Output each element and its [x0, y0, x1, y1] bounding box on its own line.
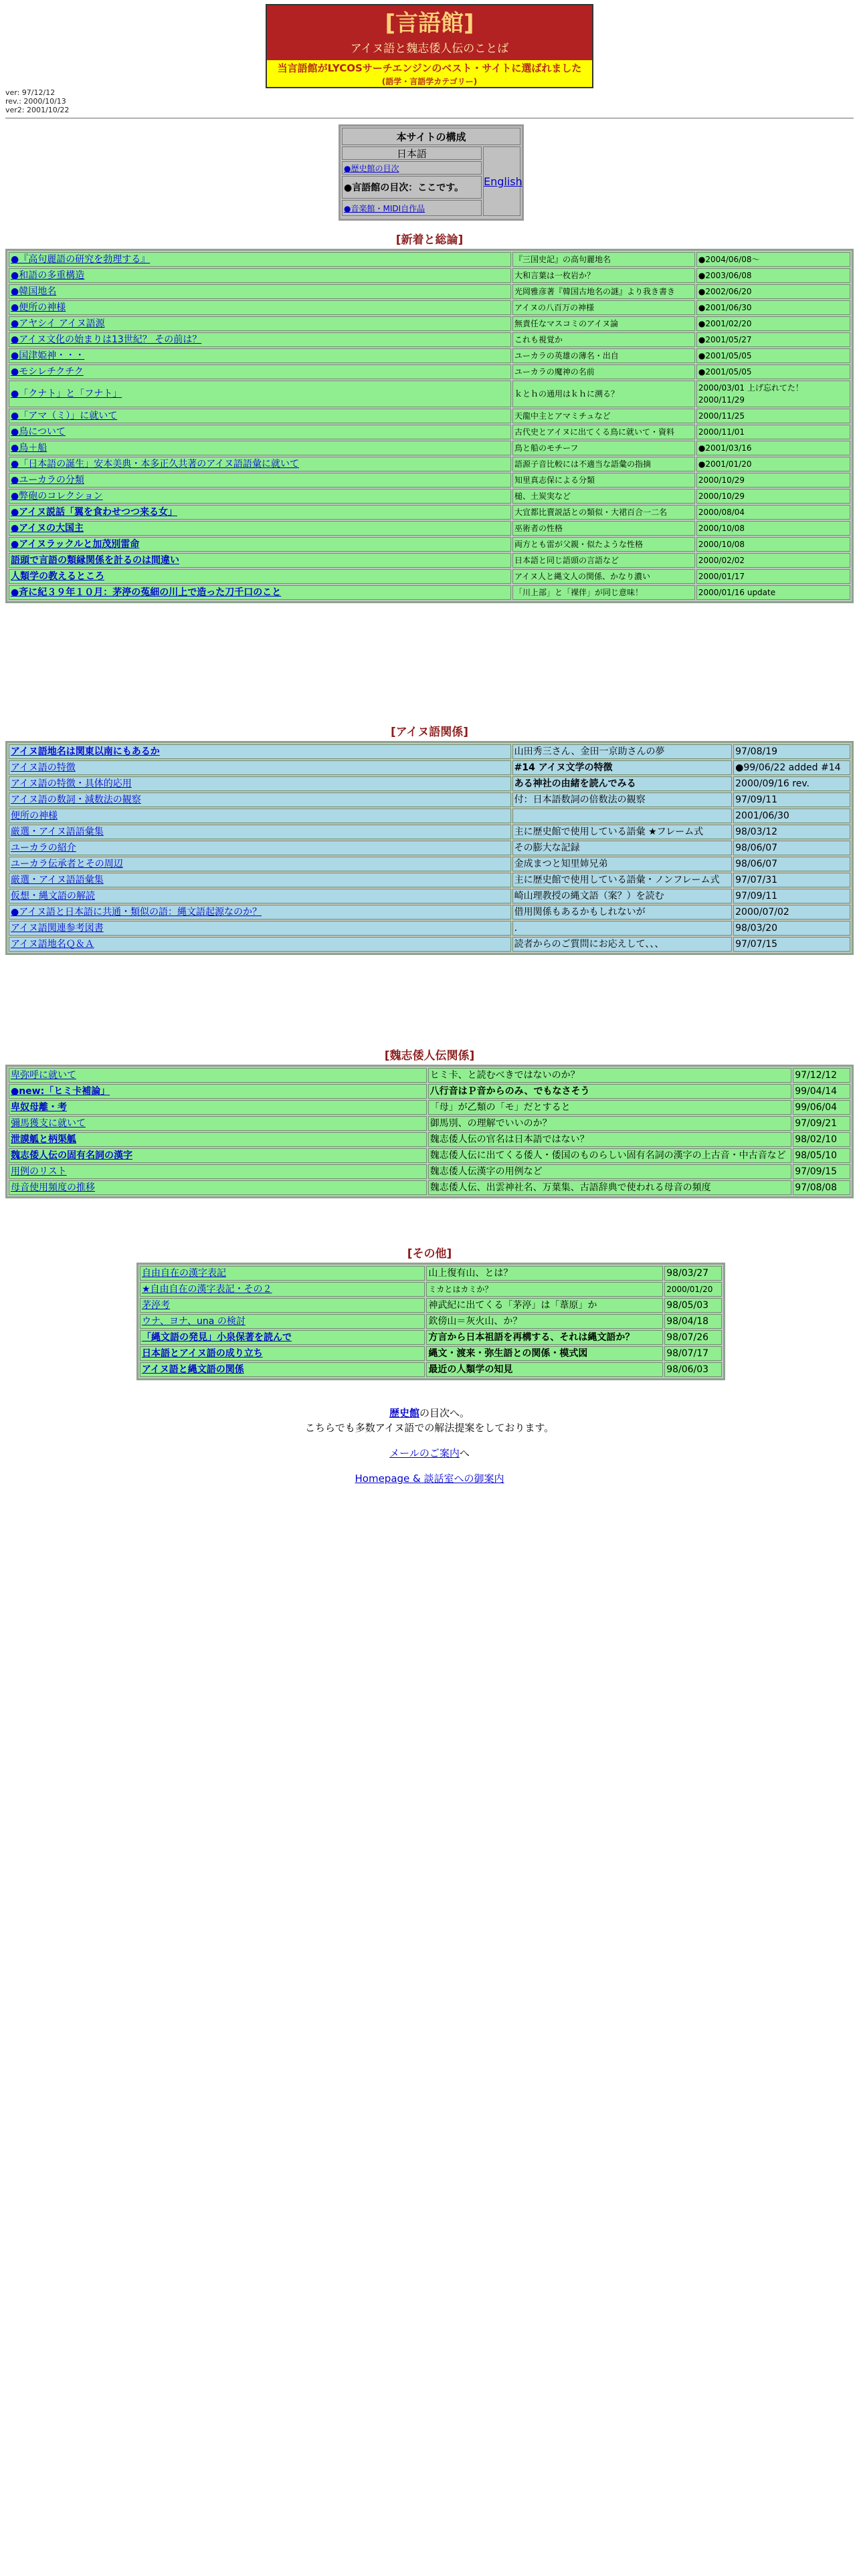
structure-english-cell[interactable]	[483, 146, 520, 216]
row-date-cell: 2000/10/29	[696, 489, 850, 504]
row-date-cell: 99/06/04	[793, 1100, 850, 1115]
site-subtitle: アイヌ語と魏志倭人伝のことば	[267, 39, 592, 59]
row-date-cell: 2000/01/17	[696, 569, 850, 584]
table-row	[140, 1266, 722, 1281]
row-title-cell[interactable]	[9, 744, 511, 759]
row-title-cell[interactable]	[9, 1132, 427, 1147]
row-date-cell: 98/07/17	[664, 1346, 722, 1361]
row-date-cell: 98/06/07	[733, 841, 850, 855]
row-date-cell: 2000/09/16 rev.	[733, 776, 850, 791]
row-title-cell[interactable]	[9, 268, 511, 283]
row-title-cell[interactable]	[9, 1068, 427, 1083]
article-link[interactable]: ●韓国地名	[11, 286, 57, 297]
row-title-cell[interactable]	[9, 489, 511, 504]
table-row	[9, 1164, 850, 1179]
row-note-cell: 山田秀三さん、金田一京助さんの夢	[512, 744, 733, 759]
row-title-cell[interactable]	[9, 425, 511, 439]
article-link[interactable]: 自由自在の漢字表記	[142, 1268, 226, 1279]
table-row	[9, 316, 850, 331]
table-row	[9, 268, 850, 283]
row-title-cell[interactable]	[9, 1180, 427, 1195]
row-date-cell: 2000/03/01 上げ忘れてた！ 2000/11/29	[696, 381, 850, 407]
row-date-cell: 98/04/18	[664, 1314, 722, 1329]
article-link[interactable]: 魏志倭人伝の固有名詞の漢字	[11, 1150, 132, 1161]
row-date-cell: 2000/11/25	[696, 409, 850, 423]
row-note-cell: 借用関係もあるかもしれないが	[512, 905, 733, 920]
article-link[interactable]: ●斉に紀３９年１０月：茅渟の菟細の川上で造った刀千口のこと	[11, 587, 282, 598]
article-link[interactable]: 日本語とアイヌ語の成り立ち	[142, 1348, 263, 1359]
row-date-cell: 97/09/11	[733, 792, 850, 807]
row-note-cell: 巫術者の性格	[512, 521, 695, 536]
row-date-cell: 97/08/19	[733, 744, 850, 759]
row-date-cell: ●2003/06/08	[696, 268, 850, 283]
lycos-award-category: (語学・言語学カテゴリー)	[381, 77, 478, 86]
table-row	[9, 332, 850, 347]
table-row	[9, 809, 850, 823]
footer-mail-link[interactable]: メールのご案内	[389, 1447, 460, 1459]
table-row	[9, 1116, 850, 1131]
table-row	[9, 364, 850, 379]
row-date-cell: 98/05/03	[664, 1298, 722, 1313]
row-date-cell: 97/07/31	[733, 873, 850, 887]
row-date-cell: ●2001/06/30	[696, 300, 850, 315]
row-title-cell[interactable]	[9, 809, 511, 823]
article-link[interactable]: 茅渟考	[142, 1300, 170, 1311]
footer-mail-suffix: へ	[459, 1447, 470, 1459]
row-note-cell: 語源子音比較には不適当な語彙の指摘	[512, 457, 695, 471]
table-row	[9, 792, 850, 807]
divider	[5, 118, 854, 119]
section-header-other: [その他]	[407, 1247, 452, 1261]
row-note-cell: ユーカラの魔神の名前	[512, 364, 695, 379]
table-row	[9, 457, 850, 471]
row-title-cell[interactable]	[9, 905, 511, 920]
table-row	[9, 744, 850, 759]
row-note-cell: 縄文・渡来・弥生語との関係・模式図	[426, 1346, 663, 1361]
table-row	[9, 1148, 850, 1163]
lycos-award-text: 当言語館がLYCOSサーチエンジンのベスト・サイトに選ばれました	[277, 62, 582, 74]
article-link[interactable]: ●ユーカラの分類	[11, 475, 84, 486]
row-title-cell[interactable]	[9, 1084, 427, 1099]
row-date-cell: 2001/06/30	[733, 809, 850, 823]
row-date-cell: 2000/10/08	[696, 537, 850, 552]
row-title-cell[interactable]	[9, 521, 511, 536]
row-title-cell[interactable]	[140, 1298, 425, 1313]
music-link[interactable]: ●音楽館・MIDI自作品	[344, 204, 425, 213]
table-row	[9, 776, 850, 791]
article-link[interactable]: ★自由自在の漢字表記・その２	[142, 1284, 272, 1295]
table-row	[9, 905, 850, 920]
row-title-cell[interactable]	[9, 1100, 427, 1115]
article-link[interactable]: ●『高句麗語の研究を勃理する』	[11, 254, 151, 265]
row-note-cell: 神武紀に出てくる「茅渟」は「葦原」か	[426, 1298, 663, 1313]
article-link[interactable]: ●鳥＋船	[11, 443, 47, 453]
row-note-cell: 最近の人類学の知見	[426, 1362, 663, 1377]
row-note-cell: 主に歴史館で使用している語彙 ★フレーム式	[512, 825, 733, 839]
new-articles-table	[5, 249, 854, 603]
article-link[interactable]: アイヌ語地名は関東以南にもあるか	[11, 746, 160, 757]
row-note-cell: 方言から日本祖語を再構する、それは縄文語か？	[426, 1330, 663, 1345]
row-note-cell: その膨大な記録	[512, 841, 733, 855]
table-row	[9, 1132, 850, 1147]
table-row	[9, 300, 850, 315]
row-title-cell[interactable]	[9, 505, 511, 520]
row-date-cell: ●2001/01/20	[696, 457, 850, 471]
site-title: [言語館]	[385, 10, 474, 37]
table-row	[140, 1282, 722, 1297]
structure-row-music[interactable]	[342, 200, 482, 216]
row-date-cell: 97/08/08	[793, 1180, 850, 1195]
row-title-cell[interactable]	[9, 364, 511, 379]
row-title-cell[interactable]	[140, 1266, 425, 1281]
footer-history-suffix: の目次へ。	[419, 1407, 470, 1419]
article-link[interactable]: 厳選・アイヌ語語彙集	[11, 875, 104, 885]
row-title-cell[interactable]	[9, 252, 511, 267]
row-note-cell: #14 アイヌ文学の特徴	[512, 760, 733, 775]
table-row	[9, 1180, 850, 1195]
row-title-cell[interactable]	[140, 1282, 425, 1297]
row-title-cell[interactable]	[9, 760, 511, 775]
row-note-cell: 「母」が乙類の「モ」だとすると	[428, 1100, 792, 1115]
article-link[interactable]: 彌馬獲支に就いて	[11, 1118, 86, 1129]
row-title-cell[interactable]	[9, 792, 511, 807]
row-date-cell: 98/05/10	[793, 1148, 850, 1163]
article-link[interactable]: ●「日本語の誕生」安本美典・本多正久共著のアイヌ語語彙に就いて	[11, 459, 299, 469]
footer-mail-line	[0, 1446, 859, 1461]
row-date-cell: ●2001/05/05	[696, 348, 850, 363]
row-title-cell[interactable]	[9, 1164, 427, 1179]
row-date-cell: 98/06/07	[733, 857, 850, 871]
article-link[interactable]: アイヌ語の特徴	[11, 762, 76, 773]
row-title-cell[interactable]	[9, 937, 511, 952]
row-date-cell: 97/09/15	[793, 1164, 850, 1179]
row-date-cell: 97/07/15	[733, 937, 850, 952]
row-note-cell: ユーカラの英雄の薄名・出自	[512, 348, 695, 363]
row-title-cell[interactable]	[140, 1314, 425, 1329]
structure-title: 本サイトの構成	[342, 128, 520, 145]
row-date-cell: 2000/10/08	[696, 521, 850, 536]
row-note-cell: 天龍中主とアマミチュなど	[512, 409, 695, 423]
ainu-articles-table	[5, 741, 854, 955]
table-row	[9, 489, 850, 504]
table-row	[9, 505, 850, 520]
history-toc-link[interactable]: ●歴史館の目次	[344, 164, 399, 173]
row-title-cell[interactable]	[9, 776, 511, 791]
article-link[interactable]: 便所の神様	[11, 811, 58, 821]
row-note-cell: 無責任なマスコミのアイヌ論	[512, 316, 695, 331]
row-note-cell: 知里真志保による分類	[512, 473, 695, 488]
article-link[interactable]: ●アイヌ語と日本語に共通・類似の語：縄文語起源なのか？	[11, 907, 262, 918]
row-date-cell: 98/03/20	[733, 921, 850, 936]
table-row	[9, 537, 850, 552]
table-row	[140, 1298, 722, 1313]
table-row	[9, 521, 850, 536]
table-row	[9, 441, 850, 455]
row-title-cell[interactable]	[9, 457, 511, 471]
footer-home-line	[0, 1471, 859, 1486]
structure-japanese-label: 日本語	[342, 146, 482, 160]
row-note-cell: 鳥と船のモチーフ	[512, 441, 695, 455]
row-date-cell: 98/06/03	[664, 1362, 722, 1377]
table-row	[140, 1346, 722, 1361]
row-title-cell[interactable]	[9, 857, 511, 871]
row-title-cell[interactable]	[9, 284, 511, 299]
article-link[interactable]: ●「アマ（ミ）」に就いて	[11, 411, 118, 421]
row-title-cell[interactable]	[9, 1148, 427, 1163]
section-header-wajinden: [魏志倭人伝関係]	[384, 1049, 475, 1063]
article-link[interactable]: ●モシレチクチク	[11, 366, 84, 377]
site-banner	[266, 4, 593, 88]
row-title-cell[interactable]	[9, 300, 511, 315]
article-link[interactable]: ●new:「ヒミ卡補論」	[11, 1086, 110, 1097]
row-title-cell[interactable]	[9, 332, 511, 347]
row-title-cell[interactable]	[9, 889, 511, 903]
row-date-cell: 98/03/27	[664, 1266, 722, 1281]
article-link[interactable]: アイヌ語と縄文語の関係	[142, 1364, 244, 1375]
table-row	[9, 409, 850, 423]
section-header-ainu: [アイヌ語関係]	[390, 726, 468, 739]
row-note-cell: 崎山理教授の縄文語（案？）を読む	[512, 889, 733, 903]
footer-home-link[interactable]: Homepage & 談話室への御案内	[355, 1473, 504, 1485]
article-link[interactable]: 用例のリスト	[11, 1166, 67, 1177]
article-link[interactable]: ●弊砲のコレクション	[11, 491, 103, 502]
row-note-cell: 古代史とアイヌに出てくる鳥に就いて・資料	[512, 425, 695, 439]
article-link[interactable]: ●「クナト」と「フナト」	[11, 389, 122, 399]
article-link[interactable]: ウナ、ヨナ、una の検討	[142, 1316, 246, 1327]
article-link[interactable]: アイヌ語の特徴・具体的応用	[11, 778, 132, 789]
row-date-cell: ●99/06/22 added #14	[733, 760, 850, 775]
row-note-cell: 大和言葉は一枚岩か？	[512, 268, 695, 283]
structure-row-language: ●言語館の目次：ここです。	[342, 176, 482, 199]
row-note-cell: ミカとはカミか？	[426, 1282, 663, 1297]
article-link[interactable]: ●アイヌ説話「翼を食わせつつ来る女」	[11, 507, 177, 518]
row-note-cell: 読者からのご質問にお応えして、、、	[512, 937, 733, 952]
row-note-cell: ヒミ卡、と読むべきではないのか？	[428, 1068, 792, 1083]
row-title-cell[interactable]	[9, 537, 511, 552]
table-row	[9, 937, 850, 952]
row-note-cell: ある神社の由緒を読んでみる	[512, 776, 733, 791]
row-date-cell: 97/09/21	[793, 1116, 850, 1131]
row-note-cell: 日本語と同じ語頭の言語など	[512, 553, 695, 568]
row-date-cell: 2000/02/02	[696, 553, 850, 568]
row-note-cell: 槌、土炭実など	[512, 489, 695, 504]
row-note-cell: 光岡雅彦著『韓国古地名の謎』より我き書き	[512, 284, 695, 299]
row-note-cell: 欽傍山＝灰火山、か？	[426, 1314, 663, 1329]
other-articles-table	[136, 1263, 725, 1380]
table-row	[9, 348, 850, 363]
table-row	[140, 1330, 722, 1345]
table-row	[9, 1084, 850, 1099]
english-link[interactable]: English	[484, 175, 522, 188]
table-row	[9, 284, 850, 299]
row-note-cell: アイヌ人と縄文人の関係、かなり濃い	[512, 569, 695, 584]
row-note-cell: 魏志倭人伝の官名は日本語ではない？	[428, 1132, 792, 1147]
row-note-cell	[512, 809, 733, 823]
table-row	[9, 585, 850, 600]
article-link[interactable]: 厳選・アイヌ語語彙集	[11, 827, 104, 837]
row-date-cell: ●2001/05/05	[696, 364, 850, 379]
table-row	[9, 873, 850, 887]
table-row	[9, 889, 850, 903]
row-note-cell: 魏志倭人伝に出てくる倭人・倭国のものらしい固有名詞の漢字の上古音・中古音など	[428, 1148, 792, 1163]
article-link[interactable]: ●アイヌの大国主	[11, 523, 84, 534]
row-note-cell: 魏志倭人伝、出雲神社名、万葉集、古語辞典で使われる母音の頻度	[428, 1180, 792, 1195]
table-row	[9, 1100, 850, 1115]
footer-history-link[interactable]: 歴史館	[389, 1407, 419, 1419]
table-row	[9, 569, 850, 584]
table-row	[9, 473, 850, 488]
version-line: ver: 97/12/12	[5, 88, 56, 97]
table-row	[9, 825, 850, 839]
row-title-cell[interactable]	[9, 841, 511, 855]
article-link[interactable]: ●便所の神様	[11, 302, 66, 313]
article-link[interactable]: ●和語の多重構造	[11, 270, 85, 281]
row-note-cell: 『三国史記』の高句麗地名	[512, 252, 695, 267]
row-date-cell: 98/03/12	[733, 825, 850, 839]
version-line: rev.: 2000/10/13	[5, 97, 66, 106]
article-link[interactable]: 泄謨觚と柄渠觚	[11, 1134, 76, 1145]
row-date-cell: 99/04/14	[793, 1084, 850, 1099]
article-link[interactable]: 「縄文語の発見」小泉保著を読んで	[142, 1332, 292, 1343]
row-title-cell[interactable]	[9, 1116, 427, 1131]
article-link[interactable]: 人類学の教えるところ	[11, 571, 104, 582]
row-note-cell: 付：日本語数詞の倍数法の観察	[512, 792, 733, 807]
article-link[interactable]: ●アイヌ文化の始まりは13世紀？ その前は？	[11, 334, 202, 345]
row-note-cell: 両方とも雷が父親・似たような性格	[512, 537, 695, 552]
row-date-cell: 98/07/26	[664, 1330, 722, 1345]
article-link[interactable]: アイヌ語地名Ｑ＆Ａ	[11, 939, 94, 950]
article-link[interactable]: ユーカラ伝承者とその周辺	[11, 859, 123, 869]
row-date-cell: ●2004/06/08～	[696, 252, 850, 267]
article-link[interactable]: ●アヤシイ アイヌ語源	[11, 318, 105, 329]
row-date-cell: ●2001/02/20	[696, 316, 850, 331]
row-date-cell: 2000/08/04	[696, 505, 850, 520]
article-link[interactable]: 語頭で言語の類縁関係を計るのは間違い	[11, 555, 179, 566]
article-link[interactable]: ●アイヌラックルと加茂別雷命	[11, 539, 140, 550]
table-row	[9, 857, 850, 871]
version-line: ver2: 2001/10/22	[5, 106, 70, 114]
article-link[interactable]: ユーカラの紹介	[11, 843, 76, 853]
table-row	[9, 381, 850, 407]
table-row	[140, 1362, 722, 1377]
footer	[0, 1406, 859, 1497]
row-note-cell: 山上復有山、とは？	[426, 1266, 663, 1281]
row-title-cell[interactable]	[140, 1362, 425, 1377]
table-row	[9, 1068, 850, 1083]
site-structure-box	[339, 124, 524, 221]
row-title-cell[interactable]	[140, 1346, 425, 1361]
article-link[interactable]: ●国津姫神・・・	[11, 350, 85, 361]
row-date-cell: 2000/01/20	[664, 1282, 722, 1297]
row-title-cell[interactable]	[9, 381, 511, 407]
row-note-cell: 金成まつと知里姉兄弟	[512, 857, 733, 871]
row-note-cell: 八行音はＰ音からのみ、でもなさそう	[428, 1084, 792, 1099]
table-row	[9, 841, 850, 855]
article-link[interactable]: 仮想・縄文語の解読	[11, 891, 95, 901]
row-note-cell: .	[512, 921, 733, 936]
row-title-cell[interactable]	[9, 873, 511, 887]
article-link[interactable]: アイヌ語の数詞・減数法の観察	[11, 794, 141, 805]
row-date-cell: 98/02/10	[793, 1132, 850, 1147]
row-title-cell[interactable]	[9, 553, 511, 568]
row-title-cell[interactable]	[9, 569, 511, 584]
version-info	[5, 88, 69, 114]
table-row	[9, 553, 850, 568]
lycos-award	[267, 60, 592, 87]
table-row	[9, 760, 850, 775]
row-date-cell: ●2001/05/27	[696, 332, 850, 347]
wajinden-articles-table	[5, 1065, 854, 1198]
section-header-new: [新着と総論]	[395, 233, 464, 247]
row-date-cell: ●2001/03/16	[696, 441, 850, 455]
row-date-cell: 2000/11/01	[696, 425, 850, 439]
table-row	[9, 921, 850, 936]
table-row	[9, 252, 850, 267]
article-link[interactable]: 母音使用頻度の推移	[11, 1182, 95, 1193]
row-title-cell[interactable]	[9, 316, 511, 331]
row-title-cell[interactable]	[140, 1330, 425, 1345]
row-note-cell: ｋとｈの通用はｋｈに溯る？	[512, 381, 695, 407]
article-link[interactable]: ●鳥について	[11, 427, 66, 437]
row-date-cell: ●2002/06/20	[696, 284, 850, 299]
row-title-cell[interactable]	[9, 825, 511, 839]
row-date-cell: 2000/01/16 update	[696, 585, 850, 600]
row-date-cell: 97/12/12	[793, 1068, 850, 1083]
row-note-cell: 「川上部」と「裸伴」が同じ意味！	[512, 585, 695, 600]
footer-history-line	[0, 1406, 859, 1435]
row-date-cell: 97/09/11	[733, 889, 850, 903]
row-date-cell: 2000/10/29	[696, 473, 850, 488]
table-row	[9, 425, 850, 439]
footer-note: こちらでも多数アイヌ語での解法提案をしております。	[304, 1422, 555, 1434]
row-note-cell: 主に歴史館で使用している語彙・ノンフレーム式	[512, 873, 733, 887]
row-note-cell: 魏志倭人伝漢字の用例など	[428, 1164, 792, 1179]
row-title-cell[interactable]	[9, 473, 511, 488]
article-link[interactable]: 卑弥呼に就いて	[11, 1070, 76, 1081]
article-link[interactable]: アイヌ語関連参考図書	[11, 923, 104, 934]
row-note-cell: アイヌの八百万の神様	[512, 300, 695, 315]
row-title-cell[interactable]	[9, 409, 511, 423]
row-title-cell[interactable]	[9, 441, 511, 455]
structure-row-history[interactable]	[342, 161, 482, 175]
table-row	[140, 1314, 722, 1329]
row-note-cell: これも視覚か	[512, 332, 695, 347]
row-note-cell: 御馬別、の理解でいいのか？	[428, 1116, 792, 1131]
article-link[interactable]: 卑奴母離・考	[11, 1102, 67, 1113]
row-note-cell: 大宜都比賣説話との類似・大裙百合一二名	[512, 505, 695, 520]
row-title-cell[interactable]	[9, 348, 511, 363]
row-title-cell[interactable]	[9, 585, 511, 600]
row-date-cell: 2000/07/02	[733, 905, 850, 920]
row-title-cell[interactable]	[9, 921, 511, 936]
